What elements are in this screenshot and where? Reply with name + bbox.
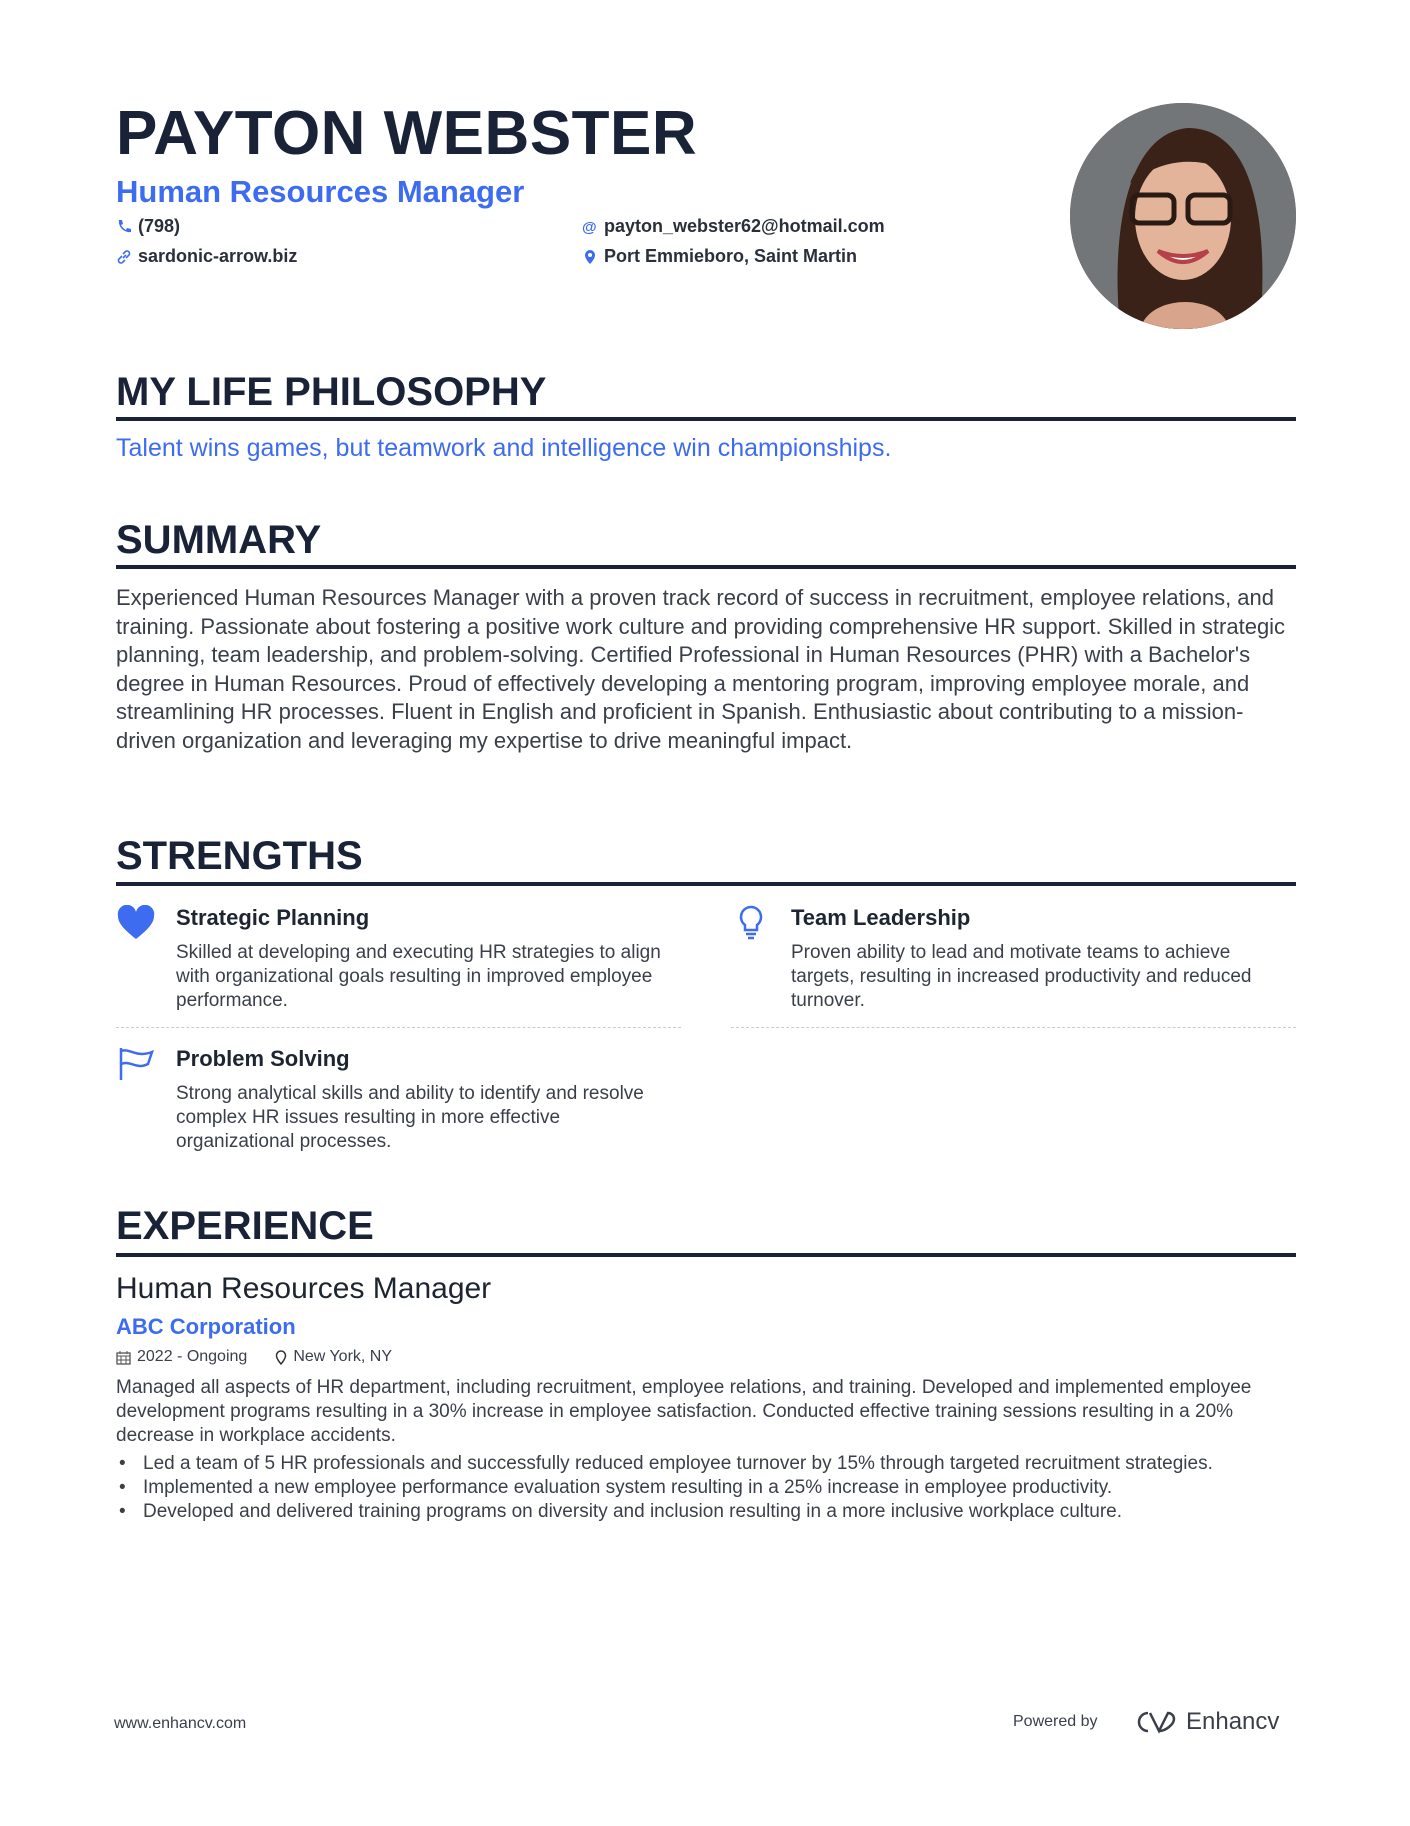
strength-title: Strategic Planning: [176, 905, 370, 930]
experience-dates: 2022 - Ongoing: [137, 1348, 248, 1365]
summary-text: Experienced Human Resources Manager with a proven track record of success in recruitment, employee relations, and training. Passionate about fostering a positive work culture and providing comprehensive HR support. Skilled in strategic planning, team leadership, and problem-solving. Certified Professional in Human Resources (PHR) with a Bachelor's degree in Human Resources. Proud of effectively developing a mentoring program, improving employee morale, and streamlining HR processes. Fluent in English and proficient in Spanish. Enthusiastic about contributing to a mission-driven organization and leveraging my expertise to drive meaningful impact.: [116, 585, 1286, 753]
strength-divider: [116, 1027, 681, 1028]
philosophy-heading: MY LIFE PHILOSOPHY: [116, 370, 547, 414]
philosophy-quote: Talent wins games, but teamwork and intelligence win championships.: [116, 434, 892, 462]
website-link[interactable]: sardonic-arrow.biz: [138, 246, 298, 266]
powered-by-label: Powered by: [1013, 1713, 1098, 1730]
strength-item: [116, 905, 681, 1013]
calendar-icon: [116, 1350, 131, 1365]
strength-text: Proven ability to lead and motivate teams to achieve targets, resulting in increased productivity and reduced turnover.: [791, 942, 1252, 1011]
svg-text:@: @: [582, 218, 597, 235]
enhancv-logo-icon: [1132, 1709, 1178, 1735]
location-pin-icon: [582, 249, 598, 265]
strength-divider: [731, 1027, 1296, 1028]
experience-heading: EXPERIENCE: [116, 1204, 374, 1248]
lightbulb-icon: [731, 905, 771, 941]
section-divider: [116, 882, 1296, 886]
section-divider: [116, 417, 1296, 421]
strength-text: Strong analytical skills and ability to identify and resolve complex HR issues resulting in more effective organizational processes.: [176, 1083, 644, 1152]
at-icon: [582, 219, 598, 235]
link-icon: [116, 249, 132, 265]
footer-website[interactable]: www.enhancv.com: [114, 1715, 247, 1732]
profile-photo: [1070, 103, 1296, 329]
strength-text: Skilled at developing and executing HR strategies to align with organizational goals resulting in improved employee performance.: [176, 942, 661, 1011]
location-contact: [582, 246, 857, 267]
candidate-name: PAYTON WEBSTER: [116, 99, 698, 168]
phone-text: (798): [138, 216, 181, 236]
strength-title: Problem Solving: [176, 1046, 350, 1071]
phone-icon: [116, 219, 132, 235]
flag-icon: [116, 1046, 156, 1082]
location-text: Port Emmieboro, Saint Martin: [604, 246, 858, 266]
bullet-item: • Led a team of 5 HR professionals and successfully reduced employee turnover by 15% through targeted recruitment strategies.: [116, 1452, 1296, 1476]
enhancv-brand: Enhancv: [1186, 1708, 1280, 1735]
heart-icon: [116, 905, 156, 941]
strength-item: [116, 1046, 681, 1154]
bullet-item: • Developed and delivered training programs on diversity and inclusion resulting in a more inclusive workplace culture.: [116, 1500, 1296, 1524]
location-pin-icon: [275, 1350, 287, 1365]
strength-title: Team Leadership: [791, 905, 971, 930]
experience-company: ABC Corporation: [116, 1314, 296, 1339]
experience-meta: [116, 1348, 392, 1366]
website-contact[interactable]: [116, 246, 297, 267]
job-title: Human Resources Manager: [116, 174, 525, 209]
summary-heading: SUMMARY: [116, 518, 322, 562]
experience-description: Managed all aspects of HR department, including recruitment, employee relations, and training. Developed and implemented employee development programs resulting in a 30% increase in employee satisfaction. Conducted effective training sessions resulting in a 20% decrease in workplace accidents.: [116, 1377, 1252, 1446]
phone-contact: [116, 216, 180, 237]
section-divider: [116, 1253, 1296, 1257]
strength-item: [731, 905, 1296, 1013]
section-divider: [116, 565, 1296, 569]
strengths-heading: STRENGTHS: [116, 834, 363, 878]
enhancv-logo[interactable]: [1132, 1708, 1279, 1736]
bullet-item: • Implemented a new employee performance evaluation system resulting in a 25% increase in employee productivity.: [116, 1476, 1296, 1500]
email-link[interactable]: payton_webster62@hotmail.com: [604, 216, 885, 236]
experience-role: Human Resources Manager: [116, 1272, 492, 1305]
experience-bullets: [116, 1452, 1296, 1524]
experience-location: New York, NY: [293, 1348, 393, 1365]
email-contact[interactable]: [582, 216, 885, 237]
